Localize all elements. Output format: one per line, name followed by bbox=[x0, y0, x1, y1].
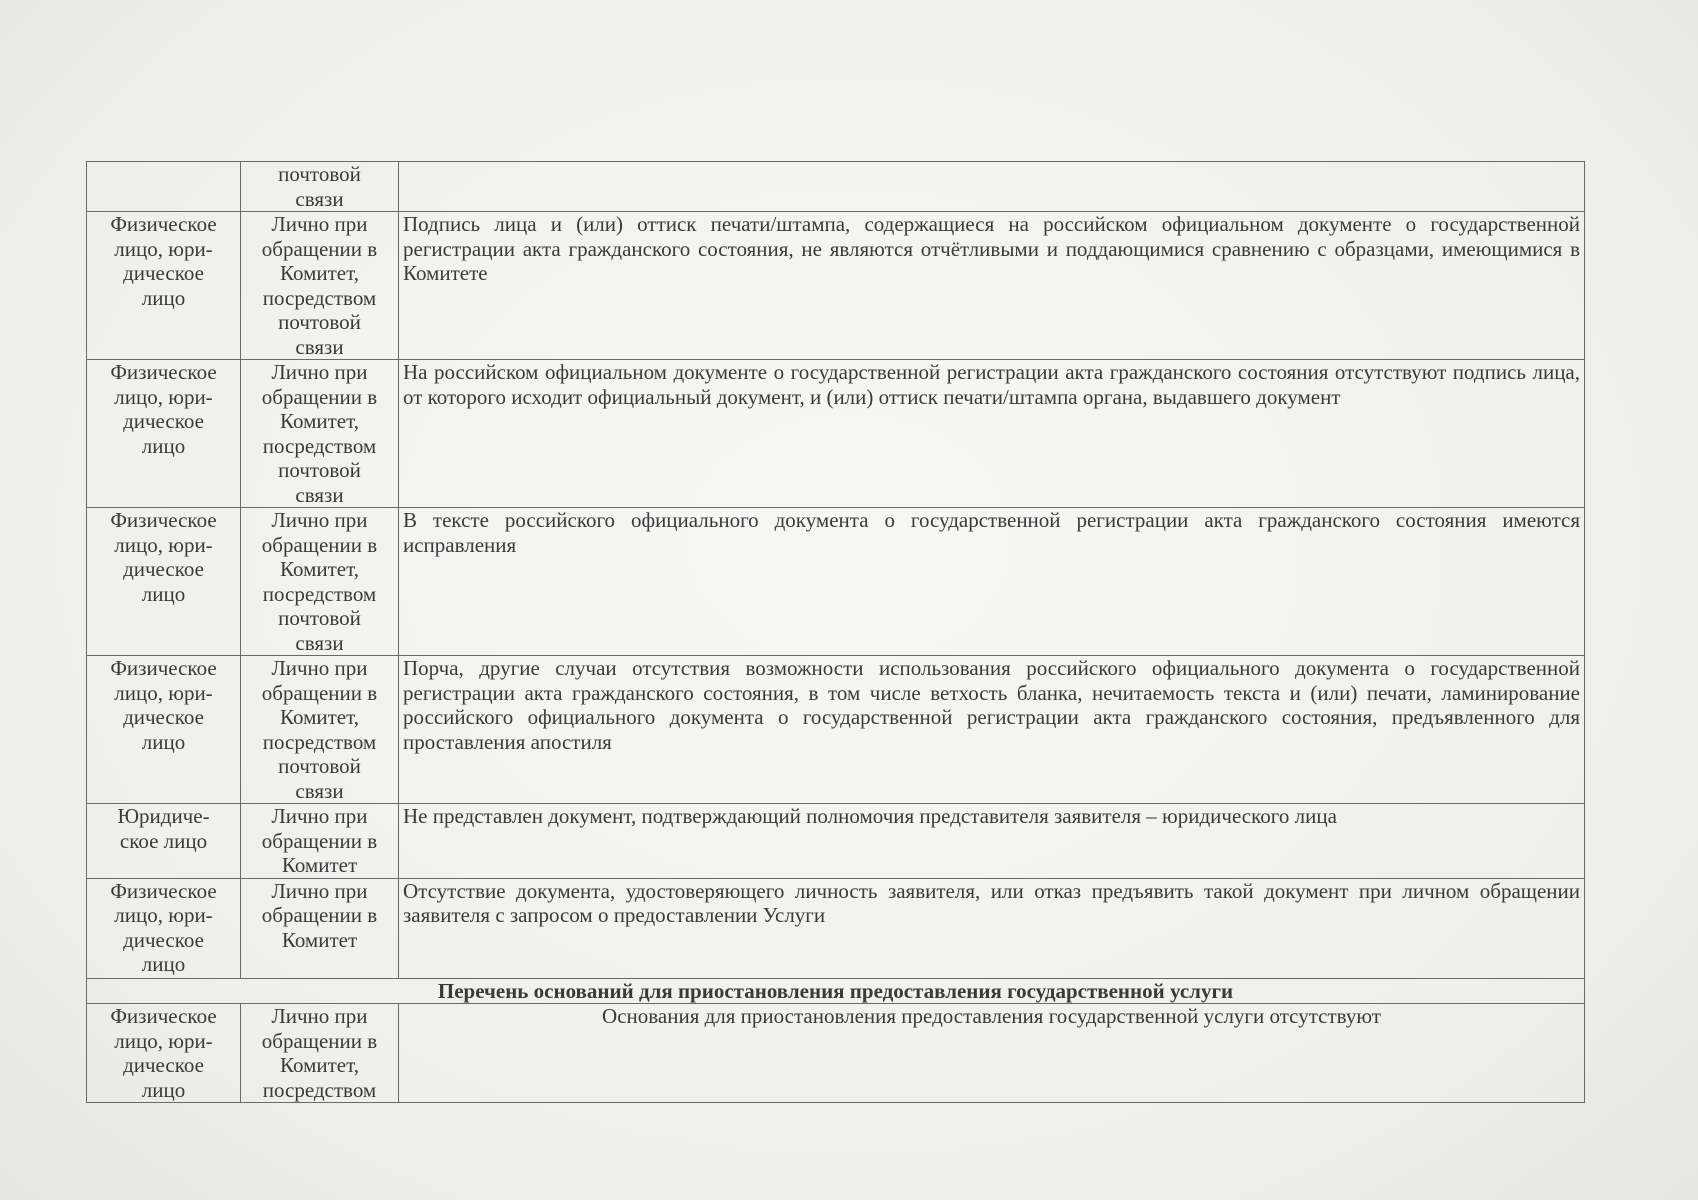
reason-cell: Отсутствие документа, удостоверяющего личность заявителя, или отказ предъявить такой документ при личном обращении заявителя с запросом о предоставлении Услуги bbox=[399, 878, 1585, 978]
method-cell: почтовой связи bbox=[241, 162, 399, 212]
reason-cell: Не представлен документ, подтверждающий полномочия представителя заявителя – юридического лица bbox=[399, 804, 1585, 879]
applicant-cell: Физическое лицо, юри- дическое лицо bbox=[87, 212, 241, 360]
reason-cell: Основания для приостановления предоставления государственной услуги отсутствуют bbox=[399, 1004, 1585, 1103]
table-row bbox=[87, 1004, 1585, 1103]
reason-cell bbox=[399, 162, 1585, 212]
table-row bbox=[87, 508, 1585, 656]
reason-cell: Порча, другие случаи отсутствия возможности использования российского официального документа о государственной регистрации акта гражданского состояния, в том числе ветхость бланка, нечитаемость текста и (или) печати, ламинирование российского официального документа о государственной регистрации акта гражданского состояния, предъявленного для проставления апостиля bbox=[399, 656, 1585, 804]
reason-cell: На российском официальном документе о государственной регистрации акта гражданского состояния отсутствуют подпись лица, от которого исходит официальный документ, и (или) оттиск печати/штампа органа, выдавшего документ bbox=[399, 360, 1585, 508]
grounds-table bbox=[86, 161, 1585, 1103]
reason-cell: Подпись лица и (или) оттиск печати/штампа, содержащиеся на российском официальном документе о государственной регистрации акта гражданского состояния, не являются отчётливыми и поддающимися сравнению с образцами, имеющимися в Комитете bbox=[399, 212, 1585, 360]
method-cell: Лично при обращении в Комитет bbox=[241, 804, 399, 879]
table-row bbox=[87, 878, 1585, 978]
section-heading: Перечень оснований для приостановления предоставления государственной услуги bbox=[87, 978, 1585, 1004]
applicant-cell: Физическое лицо, юри- дическое лицо bbox=[87, 508, 241, 656]
method-cell: Лично при обращении в Комитет, посредством почтовой связи bbox=[241, 360, 399, 508]
method-cell: Лично при обращении в Комитет, посредством почтовой связи bbox=[241, 212, 399, 360]
method-cell: Лично при обращении в Комитет, посредством почтовой связи bbox=[241, 656, 399, 804]
applicant-cell: Физическое лицо, юри- дическое лицо bbox=[87, 360, 241, 508]
applicant-cell: Юридиче- ское лицо bbox=[87, 804, 241, 879]
applicant-cell: Физическое лицо, юри- дическое лицо bbox=[87, 656, 241, 804]
table-row bbox=[87, 360, 1585, 508]
table-row bbox=[87, 162, 1585, 212]
table-row bbox=[87, 656, 1585, 804]
method-cell: Лично при обращении в Комитет, посредством почтовой связи bbox=[241, 508, 399, 656]
applicant-cell bbox=[87, 162, 241, 212]
method-cell: Лично при обращении в Комитет, посредством bbox=[241, 1004, 399, 1103]
table-row bbox=[87, 212, 1585, 360]
applicant-cell: Физическое лицо, юри- дическое лицо bbox=[87, 1004, 241, 1103]
reason-cell: В тексте российского официального документа о государственной регистрации акта гражданского состояния имеются исправления bbox=[399, 508, 1585, 656]
section-heading-row bbox=[87, 978, 1585, 1004]
applicant-cell: Физическое лицо, юри- дическое лицо bbox=[87, 878, 241, 978]
table-row bbox=[87, 804, 1585, 879]
method-cell: Лично при обращении в Комитет bbox=[241, 878, 399, 978]
